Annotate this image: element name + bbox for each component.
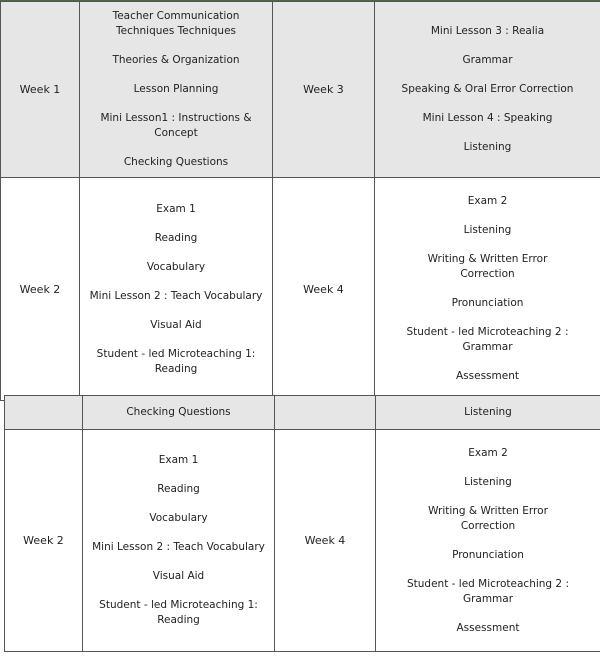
- topic-item: Vocabulary: [149, 512, 208, 524]
- topic-item: Exam 2: [467, 195, 508, 207]
- topic-item: Mini Lesson 4 : Speaking: [422, 112, 553, 124]
- topic-item: Writing & Written Error Correction: [428, 504, 548, 532]
- topic-item: Student - led Microteaching 1: Reading: [96, 347, 256, 375]
- topic-item: Lesson Planning: [133, 83, 219, 95]
- topic-list: [83, 446, 274, 635]
- topic-item: Listening: [464, 406, 512, 418]
- topics-cell-right: [375, 178, 600, 401]
- topic-list: [375, 187, 600, 391]
- topic-item: Student - led Microteaching 2 : Grammar: [406, 577, 569, 605]
- week-cell-left: [1, 178, 80, 401]
- topics-cell-left: [80, 2, 273, 178]
- topic-item: Visual Aid: [150, 318, 202, 331]
- week-label: Week 2: [19, 282, 61, 296]
- topic-item: Listening: [463, 141, 512, 153]
- topics-cell-right: [376, 396, 600, 430]
- topic-item: Exam 1: [158, 454, 199, 466]
- topic-item: Visual Aid: [152, 570, 205, 582]
- topic-item: Pronunciation: [452, 548, 524, 561]
- week-label: Week 2: [23, 534, 64, 547]
- topic-list: [80, 195, 272, 384]
- schedule-table-upper: [0, 1, 600, 401]
- topic-item: Assessment: [456, 370, 519, 382]
- table-row: [5, 430, 600, 652]
- topic-item: Checking Questions: [123, 156, 229, 168]
- week-cell-right: [273, 178, 375, 401]
- topics-cell-left: [80, 178, 273, 401]
- topic-item: Listening: [464, 475, 512, 488]
- topic-item: Writing & Written Error Correction: [427, 253, 548, 280]
- topic-list: [80, 2, 272, 177]
- topic-item: Theories & Organization: [112, 54, 240, 66]
- topic-list: [83, 405, 274, 420]
- topic-item: Exam 1: [156, 202, 196, 215]
- topic-item: Speaking & Oral Error Correction: [401, 83, 574, 95]
- topic-list: [375, 17, 600, 162]
- week-cell-right: [273, 2, 375, 178]
- topic-item: Assessment: [456, 621, 520, 634]
- week-cell-left: [5, 430, 83, 652]
- topic-item: Teacher Communication Techniques Techniques: [112, 10, 240, 37]
- schedule-table-lower: [4, 395, 600, 652]
- topic-item: Listening: [463, 224, 512, 236]
- topic-item: Exam 2: [468, 446, 508, 459]
- week-label: Week 1: [19, 83, 61, 96]
- topic-item: Reading: [157, 483, 200, 495]
- week-cell-left: [5, 396, 83, 430]
- topics-cell-right: [376, 430, 600, 652]
- topic-item: Reading: [154, 231, 198, 244]
- topic-item: Pronunciation: [451, 297, 524, 309]
- topics-cell-right: [375, 2, 600, 178]
- topic-item: Mini Lesson 3 : Realia: [430, 25, 545, 37]
- topic-item: Mini Lesson 2 : Teach Vocabulary: [92, 541, 265, 553]
- topic-item: Vocabulary: [146, 260, 206, 273]
- topic-item: Grammar: [462, 54, 513, 66]
- week-cell-right: [275, 396, 376, 430]
- table-row: [5, 396, 600, 430]
- topics-cell-left: [83, 396, 275, 430]
- week-label: Week 4: [303, 282, 344, 296]
- topic-item: Mini Lesson1 : Instructions & Concept: [100, 112, 252, 139]
- table-row: [1, 178, 600, 401]
- table-row: [1, 2, 600, 178]
- topic-item: Student - led Microteaching 2 : Grammar: [406, 326, 569, 353]
- topic-item: Mini Lesson 2 : Teach Vocabulary: [89, 289, 263, 302]
- week-label: Week 4: [304, 534, 346, 547]
- topics-cell-left: [83, 430, 275, 652]
- topic-item: Checking Questions: [126, 406, 231, 418]
- topic-list: [376, 405, 600, 420]
- topic-item: Student - led Microteaching 1: Reading: [99, 599, 258, 626]
- week-label: Week 3: [303, 83, 344, 96]
- topic-list: [376, 439, 600, 643]
- week-cell-left: [1, 2, 80, 178]
- week-cell-right: [275, 430, 376, 652]
